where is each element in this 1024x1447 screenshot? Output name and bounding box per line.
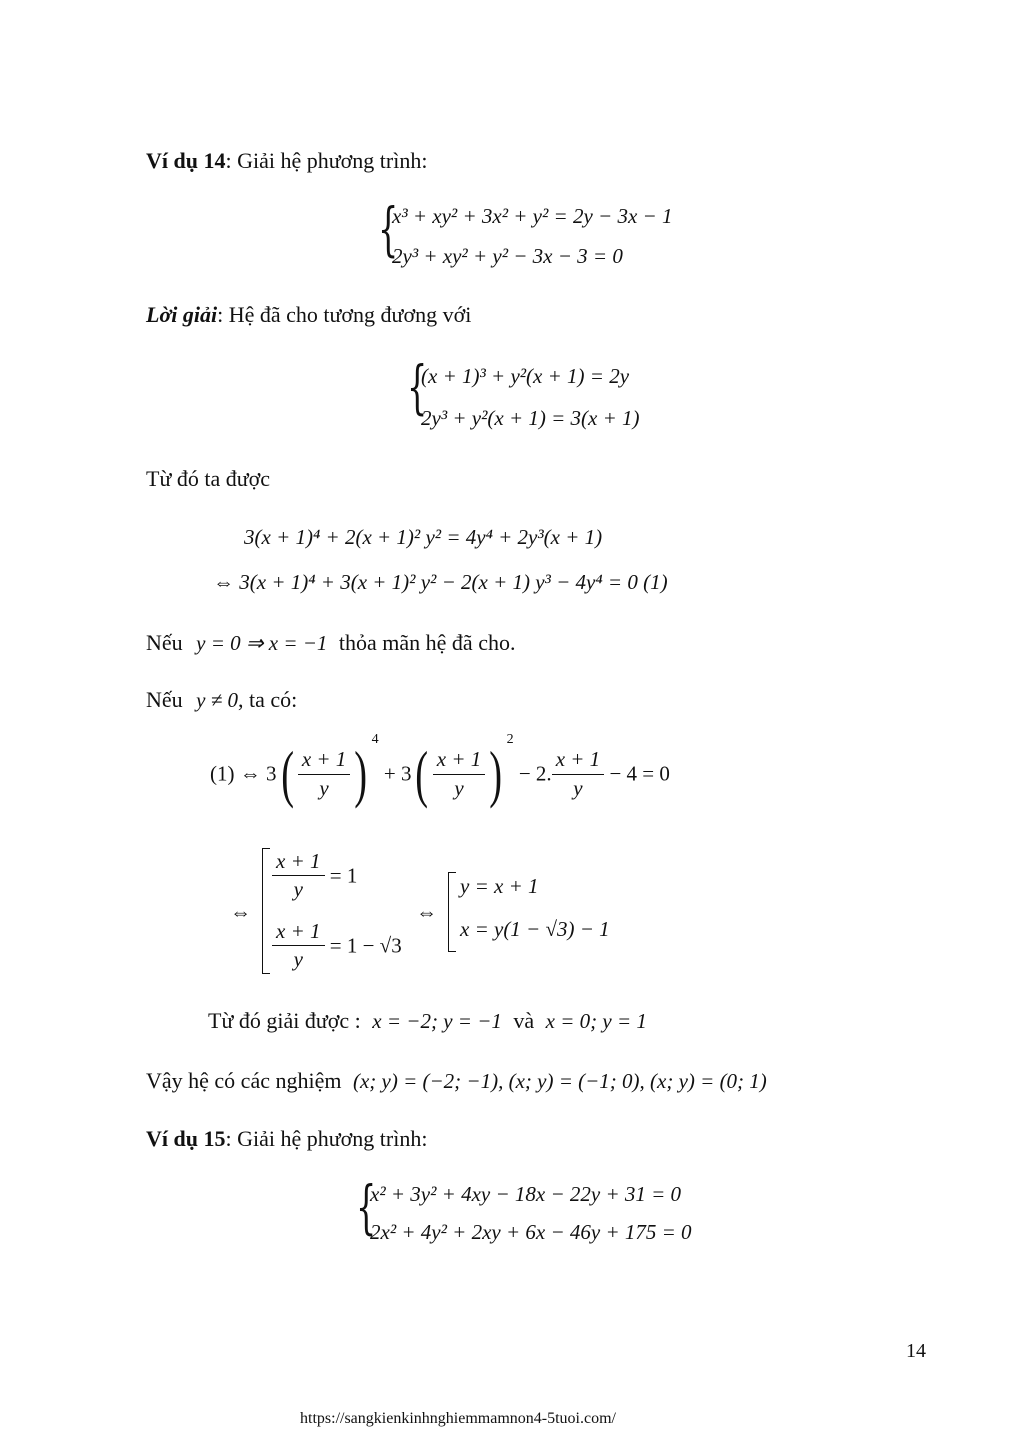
from-that-text: Từ đó ta được	[146, 466, 271, 491]
or-case-1: $\frac{x + 1}{y}$ = 1	[272, 848, 357, 904]
solved-line	[208, 1008, 647, 1034]
example-15-equation-2: 2x² + 4y² + 2xy + 6x − 46y + 175 = 0	[370, 1220, 692, 1244]
case-2-prefix: Nếu	[146, 687, 183, 712]
footer-url[interactable]: https://sangkienkinhnghiemmamnon4-5tuoi.com/	[300, 1410, 616, 1427]
equiv-arrow-1: ⇔	[230, 900, 251, 924]
or-result-1: y = x + 1	[460, 874, 539, 898]
example-14-equation-1: x³ + xy² + 3x² + y² = 2y − 3x − 1	[392, 204, 673, 228]
solved-prefix: Từ đó giải được :	[208, 1008, 361, 1033]
conclusion-line	[146, 1068, 767, 1094]
example-15-heading	[146, 1126, 427, 1152]
solution-heading	[146, 302, 471, 328]
or-bracket-2	[448, 872, 456, 952]
case-2-math: y ≠ 0	[196, 688, 239, 712]
solved-math-1: x = −2; y = −1	[372, 1009, 502, 1033]
example-15-text: : Giải hệ phương trình:	[225, 1126, 428, 1151]
equiv-arrow-2: ⇔	[416, 900, 437, 924]
solution-label: Lời giải	[146, 302, 218, 327]
case-y-zero	[146, 630, 515, 656]
case-1-suffix: thỏa mãn hệ đã cho.	[338, 630, 516, 655]
or-bracket-1	[262, 848, 270, 974]
system-brace-icon: {	[378, 195, 399, 263]
equivalent-system	[407, 353, 687, 438]
example-15-system	[356, 1173, 736, 1254]
example-14-equation-2: 2y³ + xy² + y² − 3x − 3 = 0	[392, 244, 623, 268]
example-14-text: : Giải hệ phương trình:	[225, 148, 428, 173]
equivalent-equation-2: 2y³ + y²(x + 1) = 3(x + 1)	[421, 406, 640, 430]
solved-math-2: x = 0; y = 1	[545, 1009, 647, 1033]
example-15-equation-1: x² + 3y² + 4xy − 18x − 22y + 31 = 0	[370, 1182, 682, 1206]
conclusion-prefix: Vậy hệ có các nghiệm	[146, 1068, 342, 1093]
case-1-prefix: Nếu	[146, 630, 183, 655]
or-case-2: $\frac{x + 1}{y}$ = 1 − √3	[272, 918, 402, 974]
page-number: 14	[906, 1340, 926, 1362]
example-15-label: Ví dụ 15	[146, 1126, 226, 1151]
derived-equation-line-2: ⇔ 3(x + 1)⁴ + 3(x + 1)² y² − 2(x + 1) y³ − 4y⁴ = 0 (1)	[213, 570, 668, 594]
equivalent-equation-1: (x + 1)³ + y²(x + 1) = 2y	[421, 364, 630, 388]
conclusion-math: (x; y) = (−2; −1), (x; y) = (−1; 0), (x; y) = (0; 1)	[352, 1069, 767, 1093]
case-2-suffix: , ta có:	[238, 687, 298, 712]
system-brace-icon: {	[407, 353, 428, 421]
example-14-system	[378, 195, 718, 276]
or-result-2: x = y(1 − √3) − 1	[460, 917, 610, 941]
derived-equation-line-1: 3(x + 1)⁴ + 2(x + 1)² y² = 4y⁴ + 2y³(x + 1)	[244, 525, 603, 549]
system-brace-icon: {	[356, 1173, 377, 1241]
example-14-heading	[146, 148, 427, 174]
example-14-label: Ví dụ 14	[146, 148, 226, 173]
case-1-math: y = 0 ⇒ x = −1	[196, 631, 328, 655]
fraction-equation: (1) ⇔ 3( $\frac{x + 1}{y}$ ) $^4$ + 3( $\frac{x + 1}{y}$ ) $^2$ − 2. $\frac{x + 1}{y}$ − 4 = 0	[210, 731, 670, 809]
case-y-nonzero	[146, 687, 297, 713]
solved-and: và	[513, 1008, 535, 1033]
solution-text: : Hệ đã cho tương đương với	[217, 302, 472, 327]
